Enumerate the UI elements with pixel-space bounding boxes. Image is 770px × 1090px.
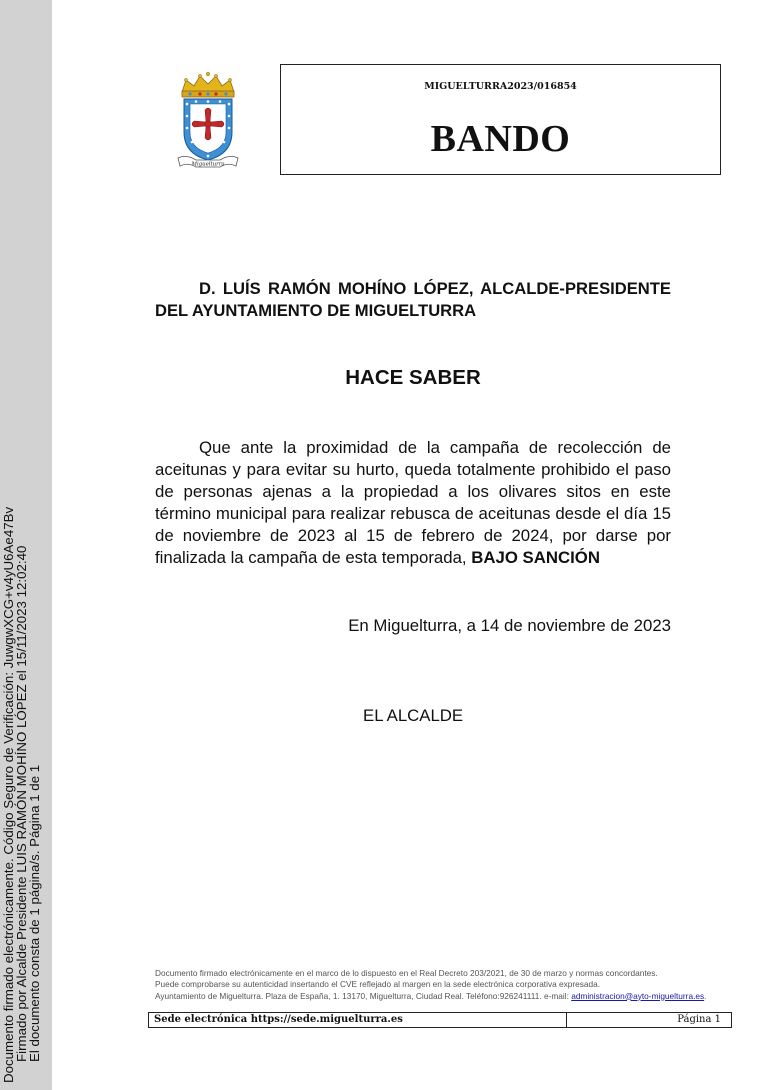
footer-note-authenticity: Puede comprobarse su autenticidad insertando el CVE reflejado al margen en la sede electrónica corporativa expresada.	[155, 979, 601, 990]
footer-bar	[148, 1012, 732, 1028]
email-link[interactable]: administracion@ayto-miguelturra.es	[571, 990, 705, 1001]
place-date: En Miguelturra, a 14 de noviembre de 2023	[348, 616, 671, 635]
verification-sidebar	[0, 0, 52, 1090]
announcement-heading: HACE SABER	[345, 366, 481, 389]
header-box	[280, 64, 721, 175]
authority-heading	[155, 278, 671, 322]
signer-line: Firmado por Alcalde Presidente LUIS RAMÓN MOHÍNO LÓPEZ el 15/11/2023 12:02:40	[14, 545, 29, 1062]
authority-text: D. LUÍS RAMÓN MOHÍNO LÓPEZ, ALCALDE-PRESIDENTE DEL AYUNTAMIENTO DE MIGUELTURRA	[155, 279, 671, 320]
municipal-crest	[176, 70, 240, 170]
verification-code-line: Documento firmado electrónicamente. Código Seguro de Verificación: JuwgwXCG+v4yU6Ae47Bv	[1, 506, 16, 1083]
sanction-text: BAJO SANCIÓN	[471, 548, 600, 567]
footer-address-end: .	[704, 990, 707, 1001]
sede-link[interactable]: Sede electrónica https://sede.miguelturra.es	[149, 1013, 567, 1027]
footer-notes	[155, 968, 735, 1002]
crest-motto: Miguelturra	[191, 161, 225, 168]
crown-icon	[182, 72, 234, 97]
body-paragraph	[155, 437, 671, 569]
page-count-line: El documento consta de 1 página/s. Página 1 de 1	[27, 764, 42, 1062]
document-id: MIGUELTURRA2023/016854	[424, 81, 577, 92]
footer-note-address	[155, 991, 735, 1002]
document-type: BANDO	[430, 118, 571, 160]
footer-note-legal: Documento firmado electrónicamente en el marco de lo dispuesto en el Real Decreto 203/2021, de 30 de marzo y normas concordantes.	[155, 968, 658, 978]
footer-address-text: Ayuntamiento de Miguelturra. Plaza de España, 1. 13170, Miguelturra, Ciudad Real. Teléfono:926241111. e-mail:	[155, 990, 569, 1001]
signer-title: EL ALCALDE	[363, 706, 464, 725]
page-number: Página 1	[677, 1014, 721, 1025]
body-text: Que ante la proximidad de la campaña de recolección de aceitunas y para evitar su hurto, queda totalmente prohibido el paso de personas ajenas a la propiedad a los olivares sitos en este término municipal para realizar rebusca de aceitunas desde el día 15 de noviembre de 2023 al 15 de febrero de 2024, por darse por finalizada la campaña de esta temporada,	[155, 438, 671, 567]
